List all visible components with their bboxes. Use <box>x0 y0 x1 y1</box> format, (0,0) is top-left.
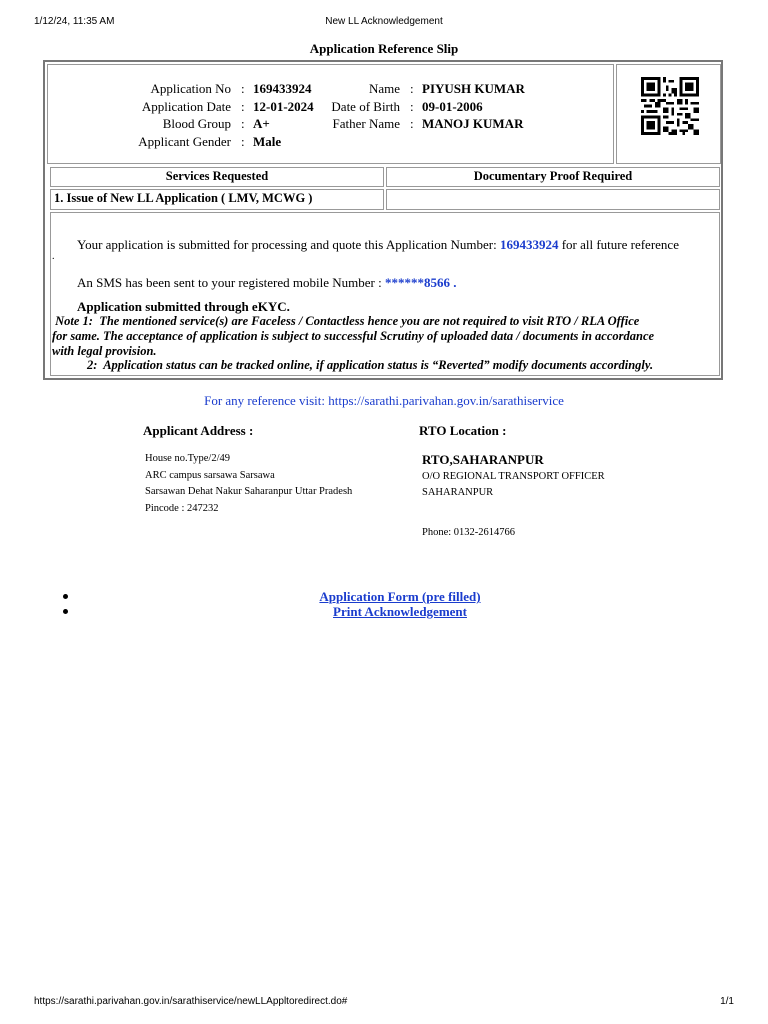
gender-value: Male <box>253 134 282 149</box>
print-page-title: New LL Acknowledgement <box>325 16 443 27</box>
print-acknowledgement-link[interactable]: Print Acknowledgement <box>333 604 467 619</box>
rto-office: O/O REGIONAL TRANSPORT OFFICER <box>422 471 605 482</box>
submit-prefix: Your application is submitted for processing and quote this Application Number: <box>77 237 497 252</box>
dob-value: 09-01-2006 <box>422 99 483 114</box>
application-slip <box>43 60 723 380</box>
colon: : <box>241 99 245 114</box>
submit-text <box>77 237 679 253</box>
address-heading: Applicant Address : <box>143 423 254 438</box>
reference-link[interactable]: For any reference visit: https://sarathi.parivahan.gov.in/sarathiservice <box>204 393 564 408</box>
blood-group-value: A+ <box>253 116 270 131</box>
slip-title: Application Reference Slip <box>309 41 459 56</box>
app-date-value: 12-01-2024 <box>253 99 314 114</box>
ekyc-text: Application submitted through eKYC. <box>77 299 290 314</box>
services-header: Services Requested <box>50 167 384 187</box>
dob-label: Date of Birth <box>331 99 400 114</box>
sms-prefix: An SMS has been sent to your registered mobile Number : <box>77 275 382 290</box>
father-value: MANOJ KUMAR <box>422 116 524 131</box>
rto-name: RTO,SAHARANPUR <box>422 452 544 467</box>
rto-city: SAHARANPUR <box>422 487 494 498</box>
address-line: Sarsawan Dehat Nakur Saharanpur Uttar Pradesh <box>145 486 353 497</box>
gender-label: Applicant Gender <box>138 134 231 149</box>
colon: : <box>241 134 245 149</box>
print-page-count: 1/1 <box>720 996 734 1007</box>
note1-line1: Note 1: The mentioned service(s) are Faceless / Contactless hence you are not required to visit RTO / RLA Office <box>52 314 640 328</box>
list-item <box>0 589 768 604</box>
print-timestamp: 1/12/24, 11:35 AM <box>34 16 115 27</box>
address-line: House no.Type/2/49 <box>145 453 231 464</box>
name-label: Name <box>368 81 400 96</box>
father-label: Father Name <box>332 116 400 131</box>
submit-app-number: 169433924 <box>499 237 559 252</box>
app-no-value: 169433924 <box>253 81 312 96</box>
address-line: ARC campus sarsawa Sarsawa <box>145 469 275 481</box>
colon: : <box>410 116 414 131</box>
sms-text <box>77 275 456 291</box>
name-value: PIYUSH KUMAR <box>422 81 525 96</box>
rto-heading: RTO Location : <box>419 423 507 438</box>
docs-cell <box>386 189 720 210</box>
note1-line3: with legal provision. <box>52 344 157 358</box>
list-item <box>0 604 768 619</box>
colon: : <box>241 81 245 96</box>
print-url: https://sarathi.parivahan.gov.in/sarathiservice/newLLAppltoredirect.do# <box>34 996 348 1007</box>
submit-suffix: for all future reference <box>561 237 679 252</box>
application-form-link[interactable]: Application Form (pre filled) <box>319 589 481 604</box>
blood-group-label: Blood Group <box>162 116 231 131</box>
colon: : <box>241 116 245 131</box>
rto-phone: Phone: 0132-2614766 <box>422 527 516 538</box>
colon: : <box>410 81 414 96</box>
sms-number: ******8566 . <box>384 275 457 290</box>
submission-message <box>50 212 720 376</box>
applicant-address <box>145 451 352 517</box>
applicant-info-panel <box>47 64 614 164</box>
note1-line2: for same. The acceptance of application is subject to successful Scrutiny of uploaded data / documents in accordance <box>52 329 655 343</box>
address-pincode: Pincode : 247232 <box>145 502 219 514</box>
qr-panel <box>616 64 721 164</box>
note2: 2: Application status can be tracked online, if application status is “Reverted” modify documents accordingly. <box>87 358 654 372</box>
app-date-label: Application Date <box>141 99 231 114</box>
qr-code-icon <box>640 77 700 135</box>
submit-dot: . <box>52 251 55 262</box>
service-row: 1. Issue of New LL Application ( LMV, MCWG ) <box>50 189 384 210</box>
colon: : <box>410 99 414 114</box>
app-no-label: Application No <box>150 81 231 96</box>
action-links <box>0 589 768 619</box>
docs-header: Documentary Proof Required <box>386 167 720 187</box>
